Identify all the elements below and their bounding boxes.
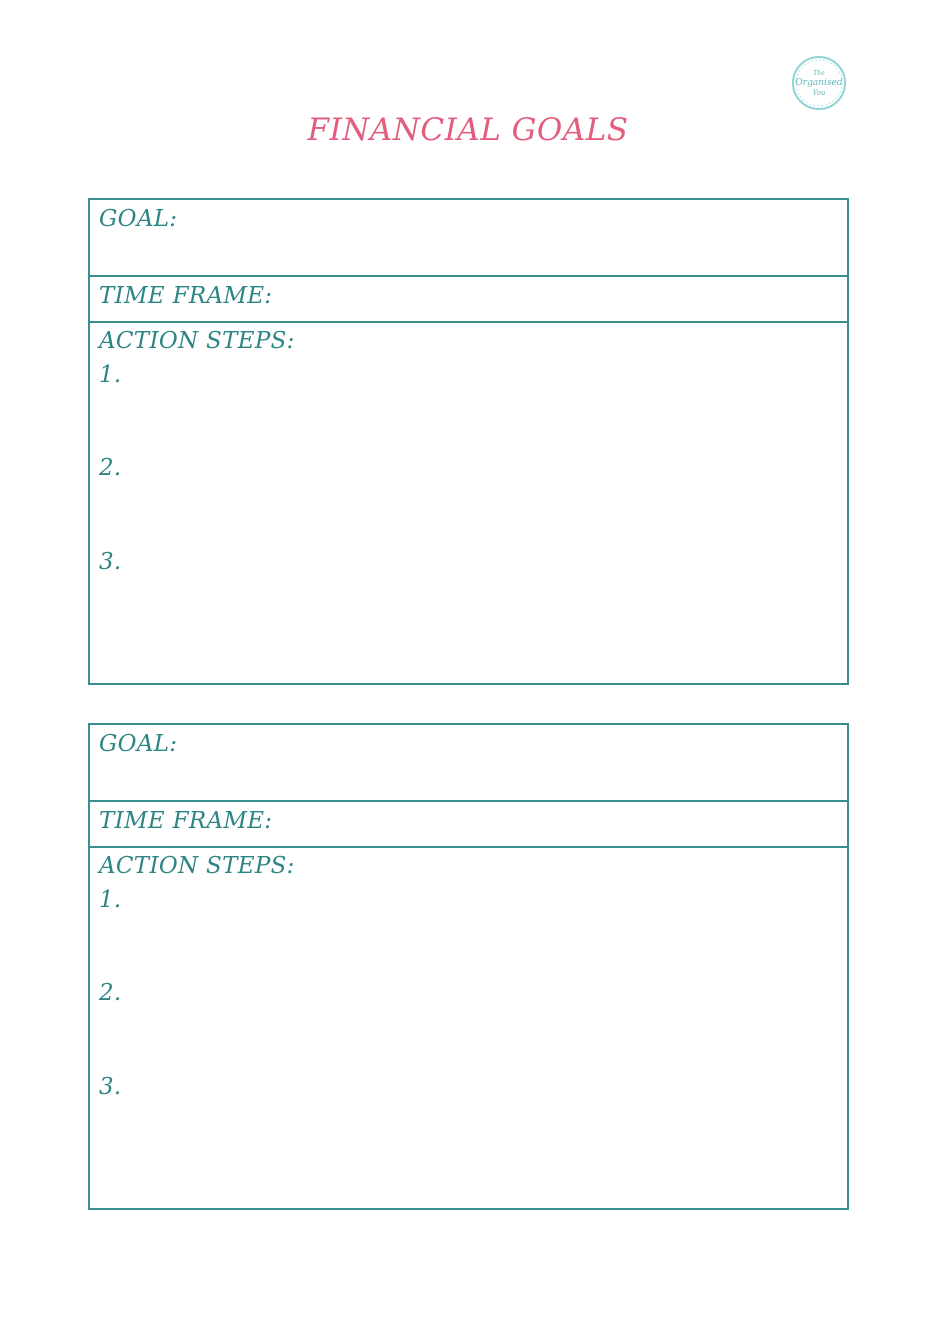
goal-label: GOAL: <box>99 731 178 757</box>
action-steps-label: ACTION STEPS: <box>99 328 295 354</box>
page-title: FINANCIAL GOALS <box>307 112 629 148</box>
logo-seal-icon <box>791 55 847 111</box>
action-steps-area[interactable] <box>90 323 847 683</box>
goal-card-1 <box>88 198 849 685</box>
timeframe-label: TIME FRAME: <box>99 808 273 834</box>
step-1-label: 1. <box>99 887 122 913</box>
goal-row[interactable] <box>90 200 847 277</box>
step-2-label: 2. <box>99 980 122 1006</box>
svg-text:Organised: Organised <box>795 78 843 88</box>
goal-label: GOAL: <box>99 206 178 232</box>
step-3-label: 3. <box>99 1074 122 1100</box>
action-steps-area[interactable] <box>90 848 847 1208</box>
step-3-label: 3. <box>99 549 122 575</box>
timeframe-row[interactable] <box>90 277 847 323</box>
organised-you-logo <box>791 55 847 111</box>
goal-card-2 <box>88 723 849 1210</box>
timeframe-label: TIME FRAME: <box>99 283 273 309</box>
svg-text:The: The <box>813 70 825 77</box>
timeframe-row[interactable] <box>90 802 847 848</box>
step-1-label: 1. <box>99 362 122 388</box>
goal-row[interactable] <box>90 725 847 802</box>
step-2-label: 2. <box>99 455 122 481</box>
svg-text:You: You <box>812 89 826 97</box>
action-steps-label: ACTION STEPS: <box>99 853 295 879</box>
